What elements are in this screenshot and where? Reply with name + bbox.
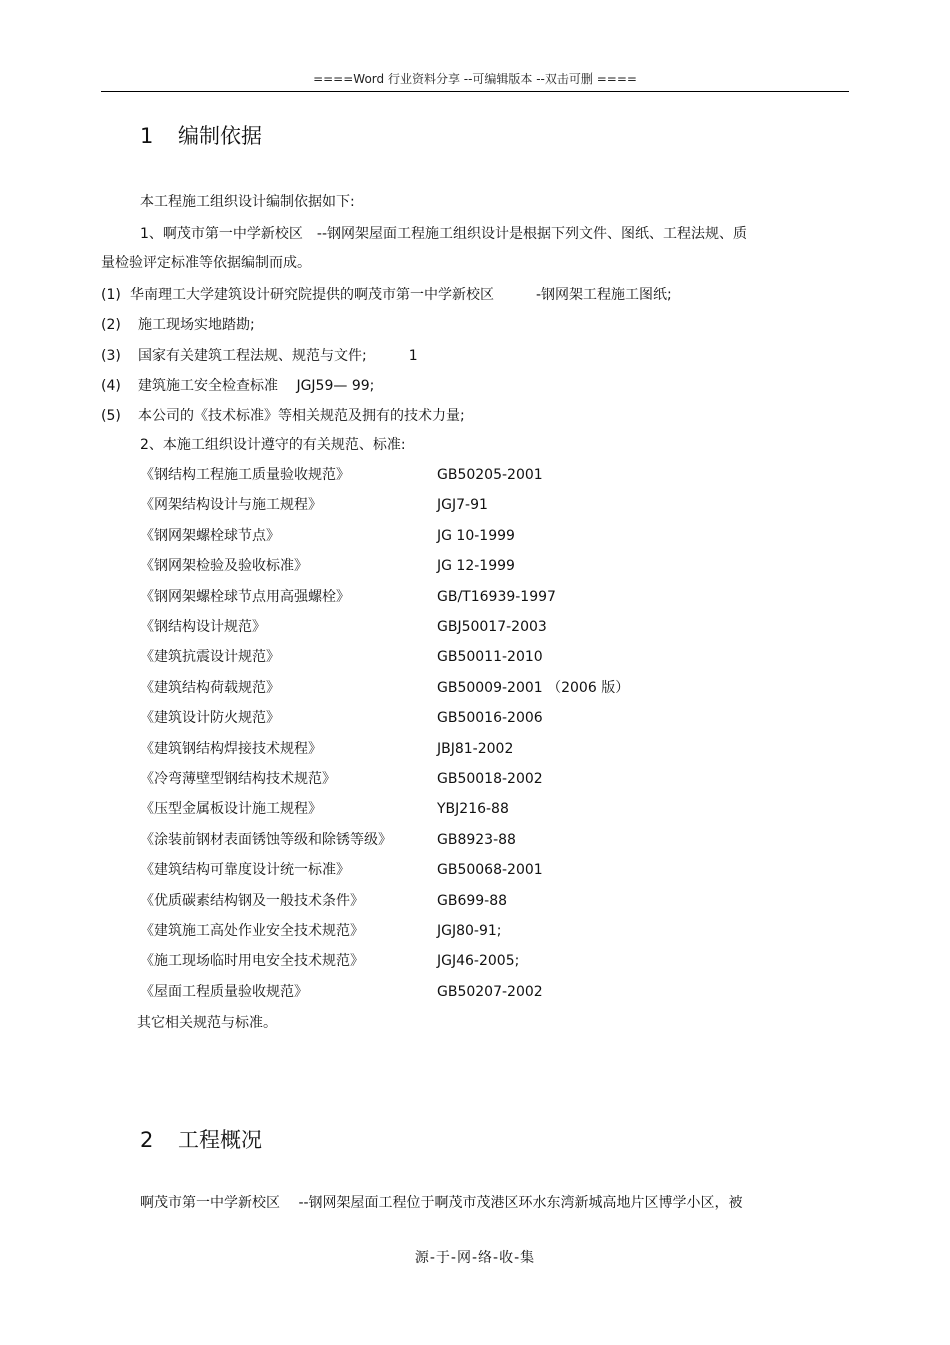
header-divider [101,91,849,92]
standard-title: 《建筑钢结构焊接技术规程》 [140,741,322,757]
standard-title: 《建筑结构荷载规范》 [140,680,280,696]
standard-row [140,647,660,667]
standard-title: 《钢网架检验及验收标准》 [140,558,308,574]
standard-code: GB50009-2001 （2006 版） [437,680,630,696]
section-2-title: 工程概况 [178,1128,262,1152]
page-header: ====Word 行业资料分享 --可编辑版本 --双击可删 ==== [313,72,637,86]
standard-row [140,769,660,789]
basis-item-index: (4) [101,378,121,394]
standard-row [140,739,660,759]
standard-code: JGJ80-91; [437,923,502,939]
standard-code: GB50205-2001 [437,467,543,483]
standard-row [140,951,660,971]
standard-row [140,617,660,637]
basis-item-index: (3) [101,348,121,364]
overview-paragraph: 啊茂市第一中学新校区 --钢网架屋面工程位于啊茂市茂港区环水东湾新城高地片区博学小区，被 [140,1195,743,1211]
standard-code: GB50068-2001 [437,862,543,878]
standard-title: 《钢网架螺栓球节点用高强螺栓》 [140,589,350,605]
section-1-title: 编制依据 [178,124,262,148]
standard-row [140,495,660,515]
basis-item-text: 施工现场实地踏勘; [138,317,255,333]
standard-row [140,587,660,607]
standard-title: 《压型金属板设计施工规程》 [140,801,322,817]
standard-title: 《网架结构设计与施工规程》 [140,497,322,513]
section-1-number: 1 [140,124,154,148]
standard-row [140,830,660,850]
standard-row [140,982,660,1002]
standard-title: 《钢网架螺栓球节点》 [140,528,280,544]
page-footer: 源-于-网-络-收-集 [414,1250,536,1266]
basis-item-index: (2) [101,317,121,333]
section-2-number: 2 [140,1128,154,1152]
standard-row [140,465,660,485]
standard-title: 《屋面工程质量验收规范》 [140,984,308,1000]
standard-code: GB50011-2010 [437,649,543,665]
standard-row [140,860,660,880]
para1-line2: 量检验评定标准等依据编制而成。 [101,255,311,271]
basis-item-index: (5) [101,408,121,424]
standard-row [140,799,660,819]
standard-code: GB8923-88 [437,832,516,848]
standard-row [140,708,660,728]
basis-item-text: 本公司的《技术标准》等相关规范及拥有的技术力量; [138,408,465,424]
standard-title: 《建筑施工高处作业安全技术规范》 [140,923,364,939]
standard-code: GB50207-2002 [437,984,543,1000]
standard-row [140,891,660,911]
standard-title: 《优质碳素结构钢及一般技术条件》 [140,893,364,909]
standard-title: 《建筑抗震设计规范》 [140,649,280,665]
standard-code: GBJ50017-2003 [437,619,547,635]
intro-paragraph: 本工程施工组织设计编制依据如下: [140,194,355,210]
para2-paragraph: 2、本施工组织设计遵守的有关规范、标准: [140,437,406,453]
section-1-heading [140,122,262,150]
basis-item-text: 建筑施工安全检查标准 JGJ59— 99; [138,378,375,394]
others-paragraph: 其它相关规范与标准。 [137,1015,277,1031]
basis-item-text: 国家有关建筑工程法规、规范与文件; 1 [138,348,418,364]
standard-code: YBJ216-88 [437,801,509,817]
standard-row [140,678,660,698]
standard-code: JGJ7-91 [437,497,488,513]
standard-code: GB50018-2002 [437,771,543,787]
standard-row [140,556,660,576]
standard-code: JG 12-1999 [437,558,515,574]
basis-item-index: (1) [101,287,121,303]
standard-title: 《施工现场临时用电安全技术规范》 [140,953,364,969]
standard-title: 《钢结构设计规范》 [140,619,266,635]
basis-item-text: 华南理工大学建筑设计研究院提供的啊茂市第一中学新校区 -钢网架工程施工图纸; [130,287,672,303]
standard-row [140,921,660,941]
standard-code: JBJ81-2002 [437,741,514,757]
standard-row [140,526,660,546]
standard-title: 《冷弯薄壁型钢结构技术规范》 [140,771,336,787]
standard-code: JG 10-1999 [437,528,515,544]
standard-code: GB50016-2006 [437,710,543,726]
standard-title: 《钢结构工程施工质量验收规范》 [140,467,350,483]
standard-title: 《建筑结构可靠度设计统一标准》 [140,862,350,878]
section-2-heading [140,1126,262,1154]
standard-code: JGJ46-2005; [437,953,520,969]
standard-code: GB/T16939-1997 [437,589,556,605]
standard-title: 《涂装前钢材表面锈蚀等级和除锈等级》 [140,832,392,848]
para1-line1: 1、啊茂市第一中学新校区 --钢网架屋面工程施工组织设计是根据下列文件、图纸、工程法规、质 [140,226,748,242]
standard-code: GB699-88 [437,893,508,909]
standard-title: 《建筑设计防火规范》 [140,710,280,726]
